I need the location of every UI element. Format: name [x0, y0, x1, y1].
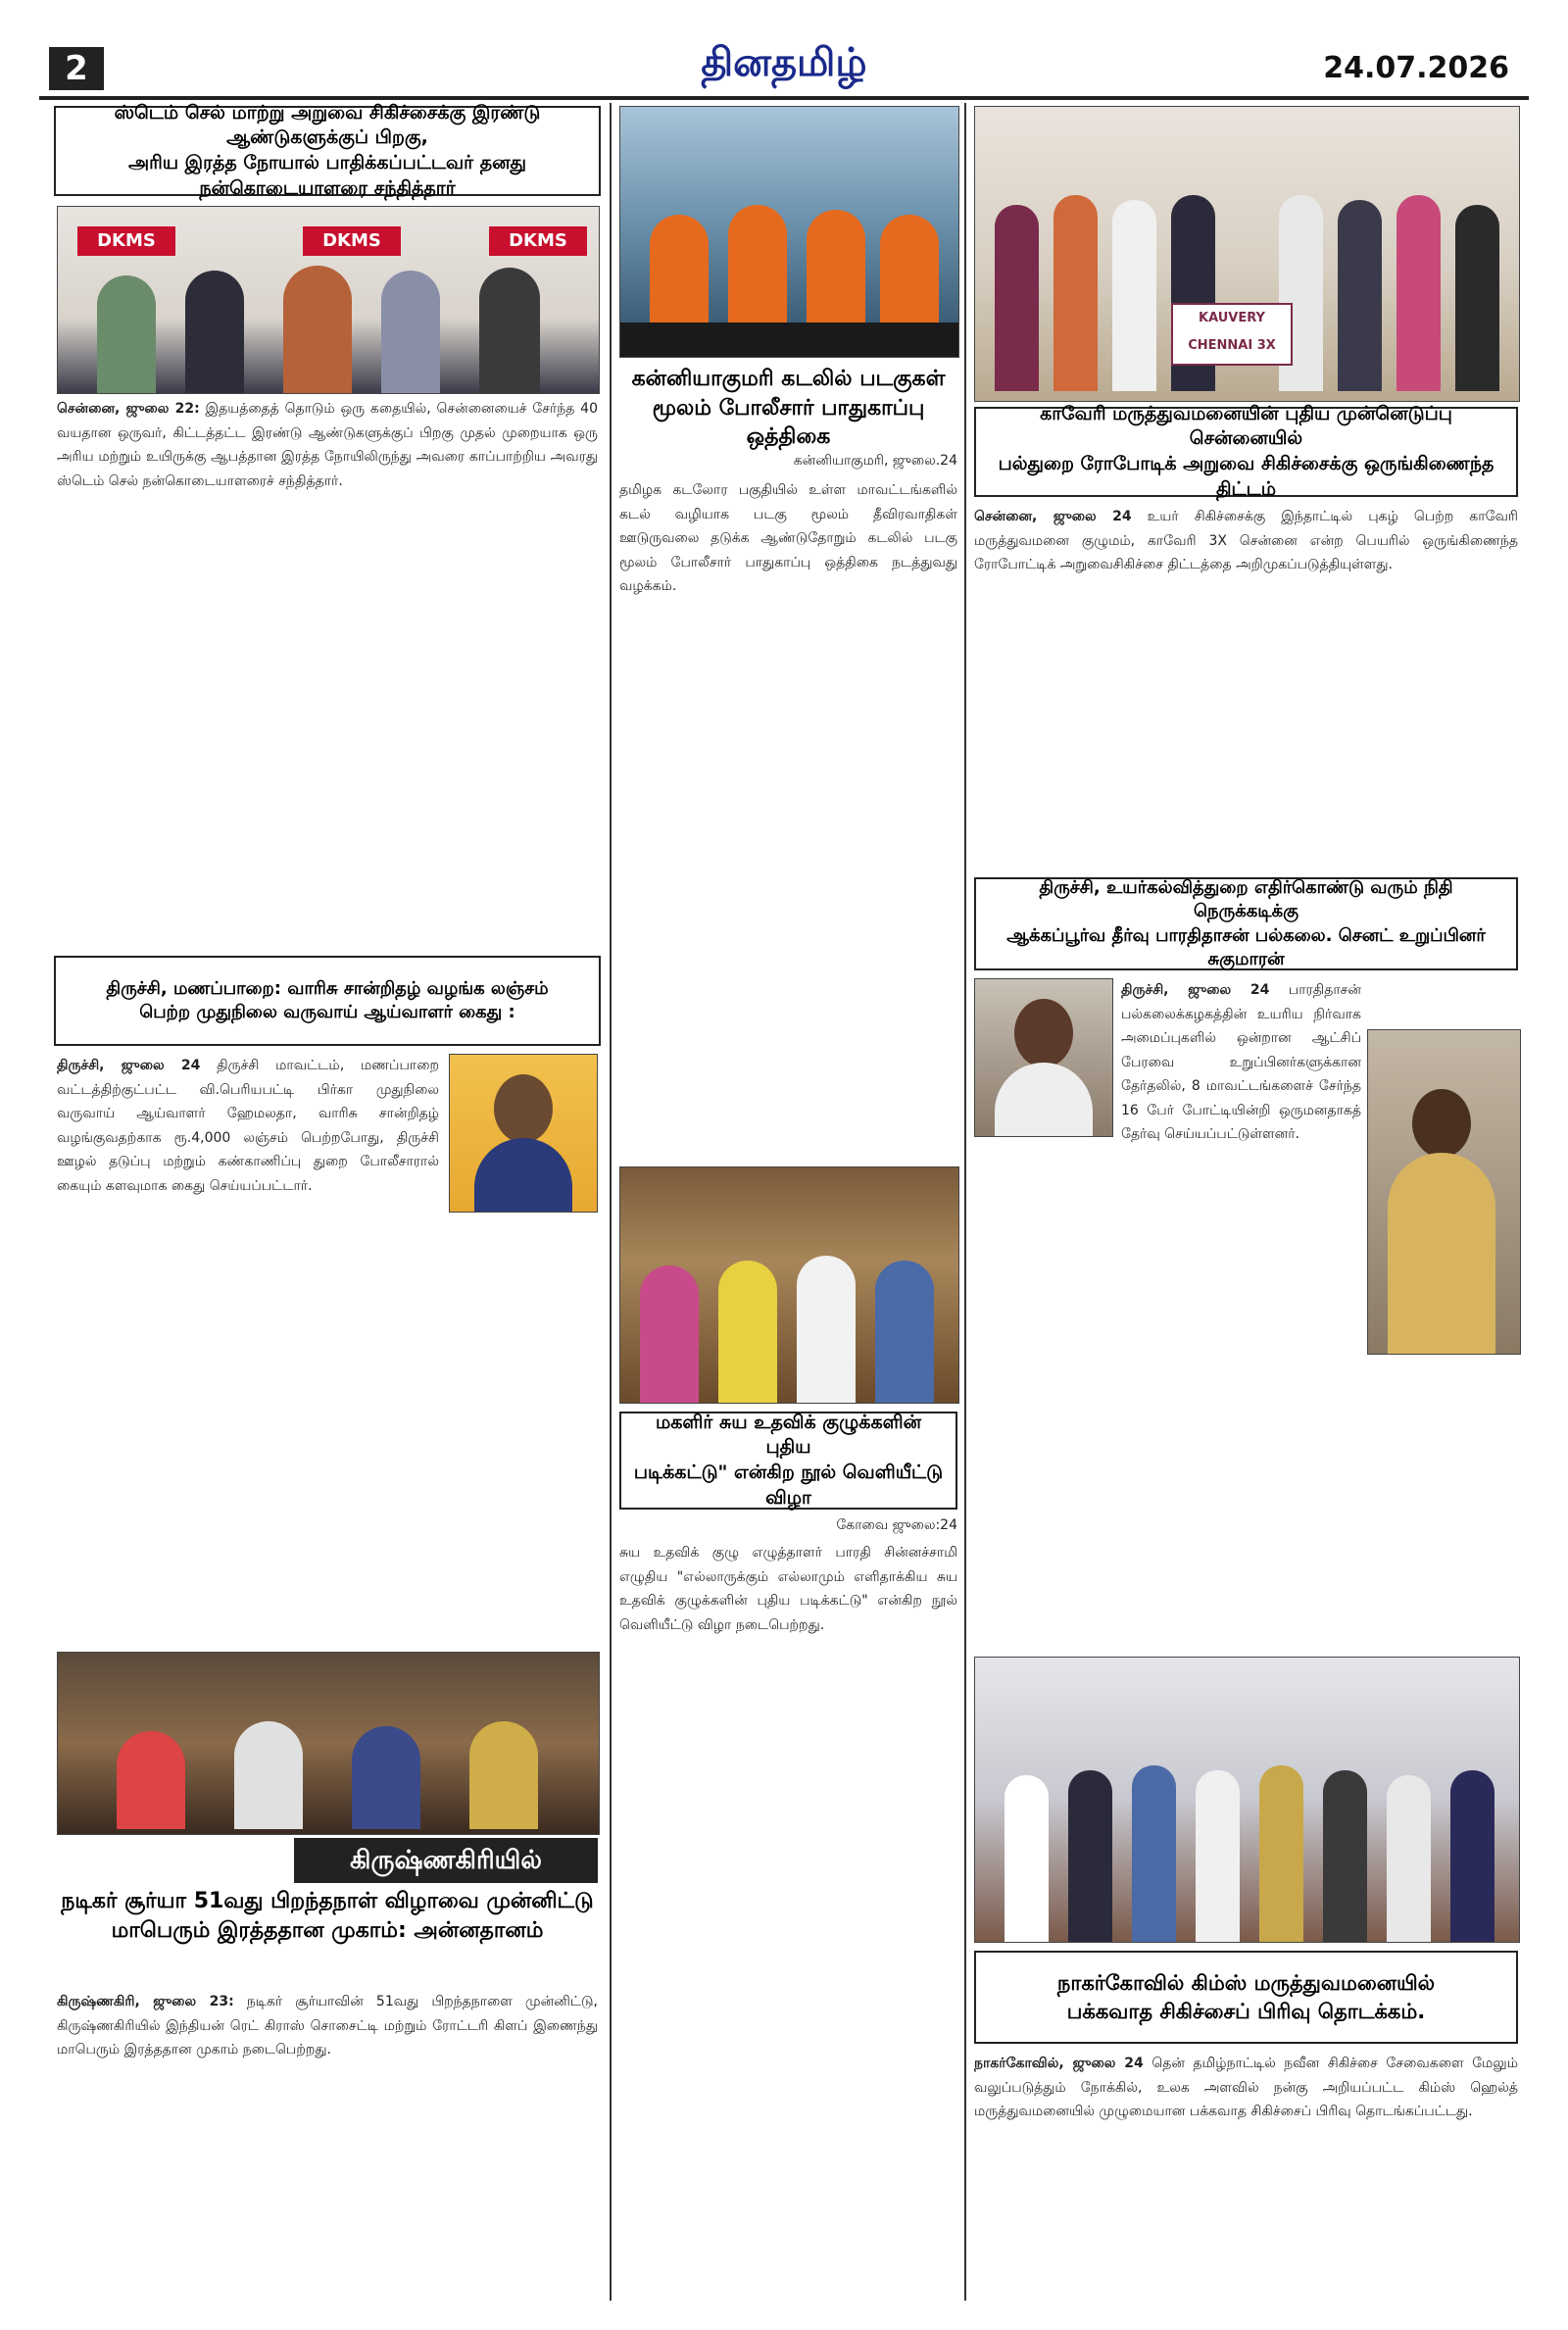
dkms-logo-right: DKMS [489, 226, 587, 256]
surya-headline [57, 1887, 598, 1945]
kauvery-photo [974, 106, 1520, 402]
kims-headline-line2: பக்கவாத சிகிச்சைப் பிரிவு தொடக்கம். [1066, 1999, 1426, 2023]
women-shg-photo [619, 1166, 959, 1404]
trichy-univ-headline-line2: ஆக்கப்பூர்வ தீர்வு பாரதிதாசன் பல்கலை. செனட் உறுப்பினர் சுகுமாரன் [1006, 924, 1486, 969]
trichy-univ-headline-box [974, 877, 1518, 970]
tiruchi-body [57, 1054, 439, 1661]
surya-body [57, 1990, 598, 2294]
dkms-dateline: சென்னை, ஜுலை 22: [57, 401, 200, 417]
kims-headline-box [974, 1951, 1518, 2044]
kauvery-headline-line2: பல்துறை ரோபோடிக் அறுவை சிகிச்சைக்கு ஒருங்கிணைந்த திட்டம் [998, 453, 1494, 500]
surya-kicker: கிருஷ்ணகிரியில் [294, 1838, 598, 1883]
kauvery-headline-box [974, 402, 1518, 500]
trichy-univ-dateline: திருச்சி, ஜுலை 24 [1121, 982, 1270, 998]
issue-date: 24.07.2026 [1323, 51, 1509, 85]
trichy-univ-body-text: பாரதிதாசன் பல்கலைக்கழகத்தின் உயரிய நிர்வாக அமைப்புகளில் ஒன்றான ஆட்சிப் பேரவை உறுப்பினர்களுக்கான தேர்தலில், 8 மாவட்டங்களைச் சேர்ந்த 16 பேர் போட்டியின்றி ஒருமனதாகத் தேர்வு செய்யப்பட்டுள்ளனர். [1121, 982, 1361, 1142]
kims-body [974, 2052, 1518, 2297]
dkms-headline-line2: அரிய இரத்த நோயால் பாதிக்கப்பட்டவர் தனது நன்கொடையாளரை சந்தித்தார் [127, 152, 527, 199]
kims-body-text: தென் தமிழ்நாட்டில் நவீன சிகிச்சை சேவைகளை மேலும் வலுப்படுத்தும் நோக்கில், உலக அளவில் நன்கு அறியப்பட்ட கிம்ஸ் ஹெல்த் மருத்துவமனையில் முழுமையான பக்கவாத சிகிச்சைப் பிரிவு தொடங்கப்பட்டது. [974, 2056, 1518, 2119]
dkms-logo-left: DKMS [77, 226, 175, 256]
women-shg-headline-box [619, 1412, 957, 1510]
kauvery-body [974, 505, 1518, 872]
newspaper-name: தினதமிழ் [701, 39, 867, 85]
tiruchi-photo [449, 1054, 598, 1213]
surya-headline-line1: நடிகர் சூர்யா 51வது பிறந்தநாள் விழாவை முன்னிட்டு [61, 1889, 594, 1913]
surya-headline-line2: மாபெரும் இரத்ததான முகாம்: அன்னதானம் [111, 1917, 544, 1943]
kanyakumari-body-text: தமிழக கடலோர பகுதியில் உள்ள மாவட்டங்களில் கடல் வழியாக படகு மூலம் தீவிரவாதிகள் ஊடுருவலை தடுக்க ஆண்டுதோறும் கடலில் படகு மூலம் போலீசார் பாதுகாப்பு ஒத்திகை நடத்துவது வழக்கம். [619, 482, 957, 594]
masthead [0, 0, 1568, 98]
kanyakumari-body [619, 478, 957, 1165]
tiruchi-headline-line2: பெற்ற முதுநிலை வருவாய் ஆய்வாளர் கைது : [139, 1002, 515, 1022]
dkms-headline-box [54, 101, 601, 199]
page-number: 2 [49, 47, 104, 90]
kauvery-banner: KAUVERY CHENNAI 3X [1171, 303, 1293, 366]
kanyakumari-headline-line1: கன்னியாகுமரி கடலில் படகுகள் [631, 367, 946, 391]
tiruchi-headline-box [54, 956, 601, 1046]
column-divider [610, 103, 612, 2301]
dkms-body [57, 397, 598, 951]
dkms-headline-line1: ஸ்டெம் செல் மாற்று அறுவை சிகிச்சைக்கு இரண்டு ஆண்டுகளுக்குப் பிறகு, [114, 101, 541, 149]
trichy-univ-photo [1367, 1029, 1521, 1355]
kanyakumari-headline [619, 365, 957, 452]
kauvery-dateline: சென்னை, ஜுலை 24 [974, 509, 1132, 524]
masthead-rule [39, 96, 1529, 100]
tiruchi-headline-line1: திருச்சி, மணப்பாறை: வாரிசு சான்றிதழ் வழங்க லஞ்சம் [106, 977, 549, 999]
trichy-univ-body [1121, 978, 1361, 1655]
women-shg-dateline: கோவை ஜுலை:24 [836, 1517, 957, 1533]
kanyakumari-dateline: கன்னியாகுமரி, ஜுலை.24 [793, 453, 957, 469]
women-shg-body [619, 1541, 957, 2296]
women-shg-headline-line1: மகளிர் சுய உதவிக் குழுக்களின் புதிய [655, 1411, 922, 1459]
dkms-logo-mid: DKMS [303, 226, 401, 256]
trichy-univ-headline-line1: திருச்சி, உயர்கல்வித்துறை எதிர்கொண்டு வரும் நிதி நெருக்கடிக்கு [1039, 876, 1453, 922]
surya-photo [57, 1652, 600, 1835]
trichy-univ-portrait [974, 978, 1113, 1137]
kauvery-body-text: உயர் சிகிச்சைக்கு இந்தாட்டில் புகழ் பெற்ற காவேரி மருத்துவமனை குழுமம், காவேரி 3X சென்னை என்ற பெயரில் ஒருங்கிணைந்த ரோபோட்டிக் அறுவைசிகிச்சை திட்டத்தை அறிமுகப்படுத்தியுள்ளது. [974, 509, 1518, 572]
tiruchi-dateline: திருச்சி, ஜுலை 24 [57, 1058, 201, 1073]
surya-body-text: நடிகர் சூர்யாவின் 51வது பிறந்தநாளை முன்னிட்டு, கிருஷ்ணகிரியில் இந்தியன் ரெட் கிராஸ் சொசைட்டி மற்றும் ரோட்டரி கிளப் இணைந்து மாபெரும் இரத்ததான முகாம் நடைபெற்றது. [57, 1994, 598, 2057]
kims-dateline: நாகர்கோவில், ஜுலை 24 [974, 2056, 1144, 2071]
women-shg-body-text: சுய உதவிக் குழு எழுத்தாளர் பாரதி சின்னச்சாமி எழுதிய "எல்லாருக்கும் எல்லாமும் எளிதாக்கிய சுய உதவிக் குழுக்களின் புதிய படிக்கட்டு" என்கிற நூல் வெளியீட்டு விழா நடைபெற்றது. [619, 1545, 957, 1633]
kims-headline-line1: நாகர்கோவில் கிம்ஸ் மருத்துவமனையில் [1056, 1971, 1436, 1996]
kims-photo [974, 1657, 1520, 1943]
surya-dateline: கிருஷ்ணகிரி, ஜுலை 23: [57, 1994, 234, 2009]
kanyakumari-photo [619, 106, 959, 358]
kanyakumari-headline-line2: மூலம் போலீசார் பாதுகாப்பு ஒத்திகை [652, 395, 925, 450]
tiruchi-body-text: திருச்சி மாவட்டம், மணப்பாறை வட்டத்திற்குட்பட்ட வி.பெரியபட்டி பிர்கா முதுநிலை வருவாய் ஆய்வாளர் ஹேமலதா, வாரிசு சான்றிதழ் வழங்குவதற்காக ரூ.4,000 லஞ்சம் பெற்றபோது, திருச்சி ஊழல் தடுப்பு மற்றும் கண்காணிப்பு துறை போலீசாரால் கையும் களவுமாக கைது செய்யப்பட்டார். [57, 1058, 439, 1194]
dkms-photo [57, 206, 600, 394]
dkms-body-text: இதயத்தைத் தொடும் ஒரு கதையில், சென்னையைச் சேர்ந்த 40 வயதான ஒருவர், கிட்டத்தட்ட இரண்டு ஆண்டுகளுக்குப் பிறகு முதல் முறையாக ஒரு அரிய மற்றும் உயிருக்கு ஆபத்தான இரத்த நோயிலிருந்து அவரை காப்பாற்றிய அவரது ஸ்டெம் செல் நன்கொடையாளரைச் சந்தித்தார். [57, 401, 598, 489]
column-divider [964, 103, 966, 2301]
kauvery-headline-line1: காவேரி மருத்துவமனையின் புதிய முன்னெடுப்பு சென்னையில் [1040, 402, 1452, 450]
women-shg-headline-line2: படிக்கட்டு" என்கிற நூல் வெளியீட்டு விழா [633, 1462, 944, 1509]
